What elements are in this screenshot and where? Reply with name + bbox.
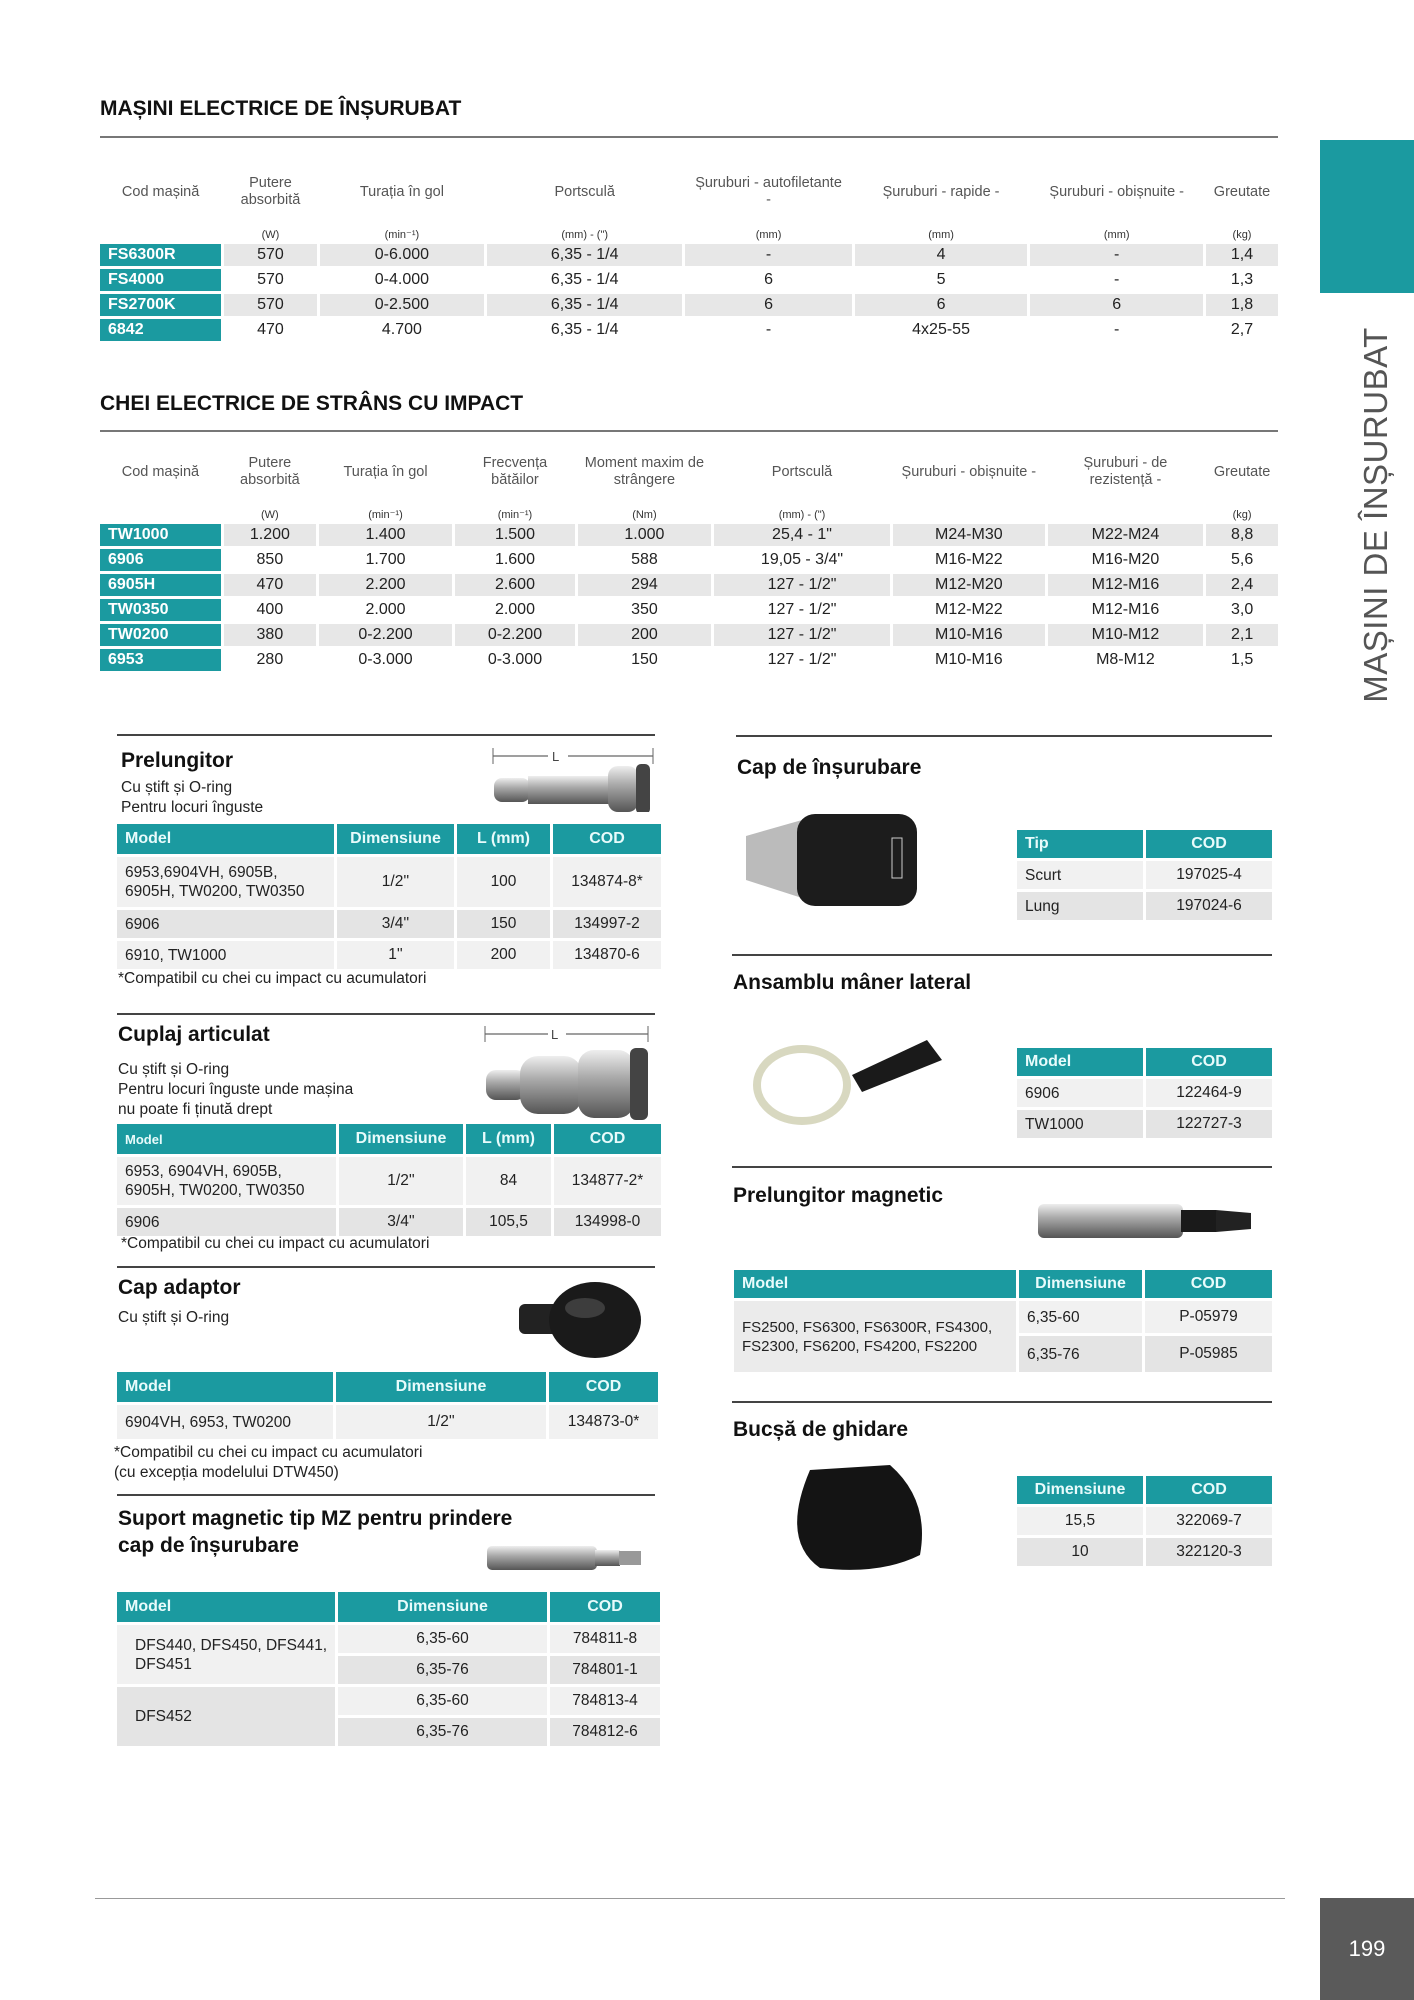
col-cod: COD [553, 824, 661, 854]
section-rule [100, 430, 1278, 432]
column-header: Putere absorbită [240, 175, 301, 208]
column-header: Moment maxim de strângere [584, 455, 705, 488]
section-rule [117, 1494, 655, 1496]
column-header: Turația în gol [343, 463, 428, 480]
col-cod: COD [1146, 1476, 1272, 1504]
table-row [100, 319, 1278, 341]
table-cell: 2.000 [365, 601, 406, 618]
universal-joint-image [480, 1020, 660, 1120]
col-model: Model [1017, 1048, 1143, 1076]
units-row [100, 219, 1278, 241]
column-header: Greutate [1213, 463, 1271, 480]
table-row [100, 599, 1278, 621]
unit-label [1048, 499, 1204, 521]
table-cell: 570 [257, 271, 284, 288]
table-cell: 6 [685, 294, 851, 316]
table-cell: 6,35 - 1/4 [487, 294, 682, 316]
table-cell: 350 [631, 601, 658, 618]
model-code: FS4000 [100, 269, 221, 291]
table-row: 6,35-76 784812-6 [117, 1718, 660, 1746]
units-row [100, 499, 1278, 521]
unit-label: (Nm) [632, 509, 657, 521]
table-row: 6906 3/4'' 105,5 134998-0 [117, 1208, 661, 1236]
table-cell: 0-2.200 [455, 624, 575, 646]
table-cell: - [1114, 271, 1120, 288]
table-row [100, 524, 1278, 546]
table-cell: M12-M16 [1048, 574, 1204, 596]
unit-label: (min⁻¹) [368, 509, 403, 521]
table-row: 6,35-76 P-05985 [734, 1336, 1272, 1372]
table-cell: 0-6.000 [320, 244, 484, 266]
column-header: Cod mașină [121, 463, 200, 480]
page-number: 199 [1320, 1898, 1414, 2000]
table-cell: M16-M20 [1091, 551, 1160, 568]
table-cell: M24-M30 [893, 524, 1045, 546]
col-model: Model [117, 1592, 335, 1622]
model-code: TW1000 [100, 524, 221, 546]
table-cell: M10-M16 [935, 651, 1003, 668]
dim-label: L [551, 1027, 559, 1042]
unit-label: (mm) - (") [778, 509, 826, 521]
header-row [100, 168, 1278, 216]
table-row [100, 294, 1278, 316]
col-model: Model [117, 824, 334, 854]
table-row [100, 269, 1278, 291]
table-cell: 127 - 1/2" [714, 624, 890, 646]
guide-sleeve-image [780, 1460, 935, 1575]
prel-magnetic-table [731, 1267, 1275, 1375]
footer-rule [95, 1898, 1285, 1899]
table-cell: 1,5 [1231, 651, 1254, 668]
table-cell: M12-M20 [893, 574, 1045, 596]
maner-table [1014, 1045, 1275, 1141]
table-row: TW1000 122727-3 [1017, 1110, 1272, 1138]
column-header: Portsculă [554, 183, 615, 200]
model-code: TW0200 [100, 624, 221, 646]
section-rule [117, 1266, 655, 1268]
col-cod: COD [1145, 1270, 1272, 1298]
section-rule [117, 734, 655, 736]
table-cell: M8-M12 [1096, 651, 1155, 668]
screwdriving-head-image [742, 808, 937, 913]
table-cell: M12-M22 [935, 601, 1003, 618]
cuplaj-table [114, 1121, 664, 1239]
side-tab-accent [1320, 140, 1414, 293]
table-cell: - [1030, 244, 1203, 266]
table-cell: 127 - 1/2" [767, 651, 837, 668]
table-cell: 2.600 [455, 574, 575, 596]
table-cell: 2,4 [1206, 574, 1278, 596]
col-dimensiune: Dimensiune [336, 1372, 546, 1402]
table-cell: 0-2.200 [319, 624, 452, 646]
cap-adaptor-table [114, 1369, 661, 1442]
table-cell: 0-4.000 [374, 271, 430, 288]
footnote: *Compatibil cu chei cu impact cu acumulatori (cu excepția modelului DTW450) [114, 1444, 423, 1481]
section-rule [732, 954, 1272, 956]
magnetic-holder-image [485, 1543, 660, 1573]
table-cell: 6,35 - 1/4 [487, 244, 682, 266]
table-cell: 2,1 [1206, 624, 1278, 646]
unit-label: (mm) [755, 229, 782, 241]
section-rule [117, 1013, 655, 1015]
column-header: Șuruburi - obișnuite - [901, 463, 1037, 480]
unit-label [893, 499, 1045, 521]
table-cell: 2.000 [494, 601, 535, 618]
col-cod: COD [1146, 1048, 1272, 1076]
impact-table [97, 445, 1281, 674]
table-cell: 1.600 [494, 551, 535, 568]
table-row: 10 322120-3 [1017, 1538, 1272, 1566]
cuplaj-title: Cuplaj articulat [118, 1023, 270, 1046]
unit-label: (min⁻¹) [384, 229, 420, 241]
table-cell: M10-M12 [1048, 624, 1204, 646]
column-header: Șuruburi - obișnuite - [1049, 183, 1184, 200]
cuplaj-subtitle: Cu știft și O-ring Pentru locuri înguste unde mașina nu poate fi ținută drept [118, 1061, 354, 1118]
table-cell: 0-3.000 [487, 651, 543, 668]
table-cell: 1.000 [578, 524, 711, 546]
table-cell: 570 [224, 244, 316, 266]
table-cell: 470 [224, 574, 316, 596]
unit-label: (mm) [1103, 229, 1130, 241]
prelungitor-title: Prelungitor [121, 749, 234, 772]
table-cell: 200 [578, 624, 711, 646]
table-row: FS2500, FS6300, FS6300R, FS4300, FS2300, FS6200, FS4200, FS2200 6,35-60 P-05979 [734, 1301, 1272, 1333]
table-cell: 0-3.000 [358, 651, 413, 668]
model-code: TW0350 [100, 599, 221, 621]
col-dimensiune: Dimensiune [338, 1592, 547, 1622]
model-code: 6905H [100, 574, 221, 596]
col-cod: COD [550, 1592, 660, 1622]
col-model: Model [734, 1270, 1016, 1298]
column-header: Cod mașină [121, 183, 200, 200]
cap-adaptor-title: Cap adaptor [118, 1276, 241, 1299]
table-row [100, 624, 1278, 646]
table-cell: 1.500 [455, 524, 575, 546]
bucsa-table [1014, 1473, 1275, 1569]
table-cell: 280 [256, 651, 284, 668]
table-cell: 6 [1030, 294, 1203, 316]
dim-label: L [552, 749, 560, 764]
table-row [100, 574, 1278, 596]
unit-label: (kg) [1232, 229, 1252, 241]
col-model: Model [117, 1372, 333, 1402]
table-row [100, 649, 1278, 671]
unit-label: (W) [261, 229, 280, 241]
unit-label [100, 499, 221, 521]
table-cell: 4 [855, 244, 1028, 266]
prelungitor-subtitle: Cu știft și O-ring Pentru locuri înguste [121, 779, 264, 816]
col-dimensiune: Dimensiune [1019, 1270, 1142, 1298]
screwdrivers-title: MAȘINI ELECTRICE DE ÎNȘURUBAT [100, 97, 462, 120]
table-cell: 2.200 [319, 574, 452, 596]
table-cell: 6,35 - 1/4 [550, 321, 619, 338]
cap-insurubare-table [1014, 827, 1275, 923]
table-row [100, 549, 1278, 571]
table-cell: 0-2.500 [320, 294, 484, 316]
column-header: Frecvența bătăilor [482, 455, 548, 488]
cap-insurubare-title: Cap de înșurubare [737, 756, 922, 779]
table-cell: 470 [257, 321, 284, 338]
col-dimensiune: Dimensiune [337, 824, 454, 854]
table-cell: M22-M24 [1048, 524, 1204, 546]
table-row: 6953, 6904VH, 6905B, 6905H, TW0200, TW0350 1/2'' 84 134877-2* [117, 1157, 661, 1205]
prelungitor-table [114, 821, 664, 972]
table-cell: 4.700 [381, 321, 422, 338]
section-rule [732, 1166, 1272, 1168]
table-cell: 570 [224, 294, 316, 316]
cap-adaptor-subtitle: Cu știft și O-ring [118, 1309, 230, 1326]
col-cod: COD [554, 1124, 661, 1154]
model-code: 6842 [100, 319, 221, 341]
col-model: Model [117, 1124, 336, 1154]
bucsa-title: Bucșă de ghidare [733, 1418, 909, 1441]
table-cell: 1,4 [1206, 244, 1278, 266]
column-header: Greutate [1213, 183, 1271, 200]
col-cod: COD [549, 1372, 658, 1402]
table-cell: 25,4 - 1" [714, 524, 890, 546]
extension-bar-image [488, 742, 658, 812]
table-cell: - [1114, 321, 1120, 338]
prel-magnetic-title: Prelungitor magnetic [733, 1184, 944, 1207]
table-row: 6910, TW1000 1'' 200 134870-6 [117, 941, 661, 969]
unit-label [100, 219, 221, 241]
section-rule [732, 1401, 1272, 1403]
table-cell: 19,05 - 3/4" [760, 551, 844, 568]
table-cell: 127 - 1/2" [714, 574, 890, 596]
model-code: 6906 [100, 549, 221, 571]
table-row [100, 244, 1278, 266]
table-cell: 2,7 [1230, 321, 1254, 338]
table-cell: 3,0 [1231, 601, 1254, 618]
column-header: Putere absorbită [240, 455, 300, 488]
table-row: 15,5 322069-7 [1017, 1507, 1272, 1535]
table-cell: - [765, 321, 772, 338]
column-header: Portsculă [771, 463, 833, 480]
table-cell: 850 [256, 551, 284, 568]
col-dimensiune: Dimensiune [1017, 1476, 1143, 1504]
footnote: *Compatibil cu chei cu impact cu acumulatori [121, 1235, 430, 1252]
column-header: Șuruburi - rapide - [882, 183, 1000, 200]
table-cell: M12-M16 [1091, 601, 1160, 618]
table-row: Scurt 197025-4 [1017, 861, 1272, 889]
magnetic-extension-image [1036, 1200, 1261, 1242]
unit-label: (mm) [928, 229, 954, 241]
col-l: L (mm) [466, 1124, 551, 1154]
table-row: 6953,6904VH, 6905B, 6905H, TW0200, TW0350 1/2'' 100 134874-8* [117, 857, 661, 907]
suport-table [114, 1589, 663, 1749]
maner-title: Ansamblu mâner lateral [733, 971, 972, 994]
table-row: 6,35-76 784801-1 [117, 1656, 660, 1684]
suport-title: Suport magnetic tip MZ pentru prindere cap de înșurubare [118, 1507, 513, 1557]
unit-label: (mm) - (") [561, 229, 609, 241]
section-rule [100, 136, 1278, 138]
table-cell: 1,3 [1230, 271, 1254, 288]
col-l: L (mm) [457, 824, 550, 854]
table-row: 6906 122464-9 [1017, 1079, 1272, 1107]
unit-label: (kg) [1232, 509, 1252, 521]
section-rule [736, 735, 1272, 737]
table-cell: 5 [936, 271, 946, 288]
model-code: 6953 [100, 649, 221, 671]
table-cell: 6,35 - 1/4 [550, 271, 619, 288]
table-row: DFS440, DFS450, DFS441, DFS451 6,35-60 784811-8 [117, 1625, 660, 1653]
side-tab-label: MAȘINI DE ÎNȘURUBAT [1357, 327, 1394, 703]
adapter-cap-image [515, 1280, 655, 1360]
table-cell: 150 [631, 651, 658, 668]
impact-title: CHEI ELECTRICE DE STRÂNS CU IMPACT [100, 392, 524, 415]
col-cod: COD [1146, 830, 1272, 858]
table-cell: 588 [631, 551, 658, 568]
table-cell: 380 [224, 624, 316, 646]
col-dimensiune: Dimensiune [339, 1124, 463, 1154]
column-header: Șuruburi - autofiletante - [695, 175, 842, 208]
unit-label: (W) [261, 509, 279, 521]
table-row: DFS452 6,35-60 784813-4 [117, 1687, 660, 1715]
table-cell: - [685, 244, 851, 266]
unit-label: (min⁻¹) [497, 509, 533, 521]
column-header: Șuruburi - de rezistență - [1083, 455, 1168, 488]
table-cell: 294 [578, 574, 711, 596]
header-row [100, 448, 1278, 496]
model-code: FS6300R [100, 244, 221, 266]
table-cell: 5,6 [1231, 551, 1254, 568]
table-cell: 6 [855, 294, 1028, 316]
col-tip: Tip [1017, 830, 1143, 858]
table-cell: 8,8 [1206, 524, 1278, 546]
column-header: Turația în gol [359, 183, 444, 200]
table-row: 6906 3/4'' 150 134997-2 [117, 910, 661, 938]
table-cell: 127 - 1/2" [767, 601, 837, 618]
table-cell: 1.700 [365, 551, 406, 568]
table-cell: M10-M16 [893, 624, 1045, 646]
table-cell: 400 [256, 601, 284, 618]
table-cell: 1,8 [1206, 294, 1278, 316]
footnote: *Compatibil cu chei cu impact cu acumulatori [118, 970, 427, 987]
side-handle-image [752, 1030, 972, 1130]
table-cell: 1.200 [224, 524, 316, 546]
table-cell: 1.400 [319, 524, 452, 546]
table-cell: 4x25-55 [912, 321, 970, 338]
table-row: Lung 197024-6 [1017, 892, 1272, 920]
table-cell: 6 [764, 271, 773, 288]
table-row: 6904VH, 6953, TW0200 1/2'' 134873-0* [117, 1405, 658, 1439]
table-cell: M16-M22 [935, 551, 1003, 568]
screwdrivers-table [97, 165, 1281, 344]
model-code: FS2700K [100, 294, 221, 316]
